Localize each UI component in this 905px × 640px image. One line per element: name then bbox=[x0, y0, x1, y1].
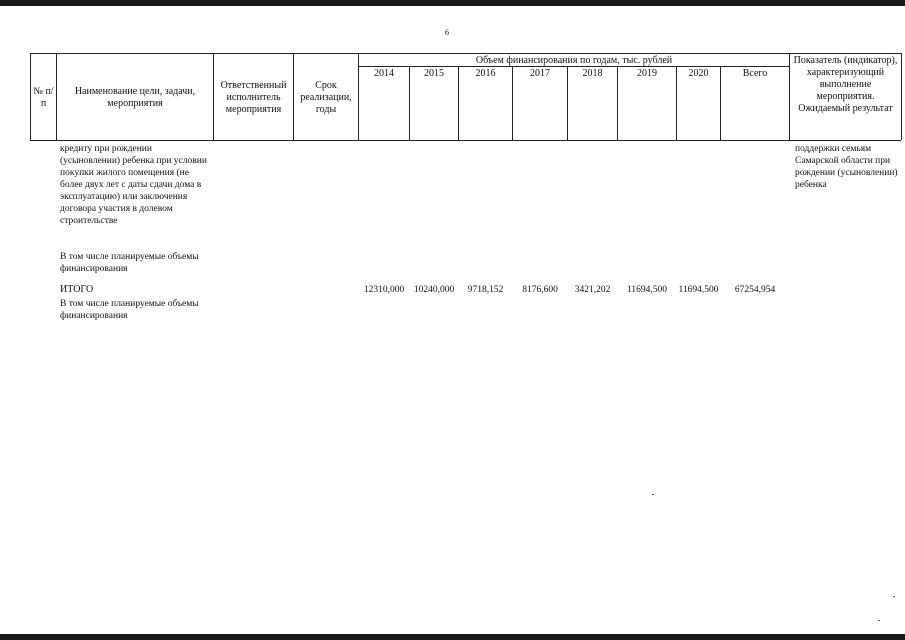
header-top-border bbox=[30, 53, 901, 54]
planned-financing-label: В том числе планируемые объемы финансирования bbox=[60, 252, 199, 274]
header-year: 2015 bbox=[424, 68, 444, 79]
header-bottom-border bbox=[30, 140, 901, 141]
total-value-2019: 11694,500 bbox=[626, 285, 668, 295]
row-continuation-text: кредиту при рождении (усыновлении) ребенка при условии покупки жилого помещения (не более двух лет с даты сдачи дома в эксплуатацию) или заключения договора участия в долевом строительстве bbox=[60, 144, 207, 226]
scan-speck bbox=[878, 620, 880, 621]
scan-speck bbox=[652, 494, 654, 495]
page-number: 6 bbox=[445, 28, 449, 37]
header-year: 2014 bbox=[374, 68, 394, 79]
total-value-2020: 11694,500 bbox=[678, 285, 719, 295]
total-value-2016: 9718,152 bbox=[467, 285, 504, 295]
header-name: Наименование цели, задачи, мероприятия bbox=[74, 86, 196, 109]
total-value-2014: 12310,000 bbox=[363, 285, 405, 295]
total-value-all: 67254,954 bbox=[734, 285, 776, 295]
total-label: ИТОГО bbox=[60, 284, 94, 295]
header-responsible: Ответственный исполнитель мероприятия bbox=[220, 80, 287, 115]
header-financing: Объем финансирования по годам, тыс. рублей bbox=[475, 55, 673, 66]
planned-financing-label: В том числе планируемые объемы финансирования bbox=[60, 299, 199, 321]
total-value-2017: 8176,600 bbox=[522, 285, 558, 295]
header-total: Всего bbox=[742, 68, 768, 79]
page-top-edge bbox=[0, 0, 905, 6]
header-year: 2020 bbox=[688, 68, 709, 79]
header-year: 2019 bbox=[637, 68, 657, 79]
scan-speck bbox=[893, 596, 895, 597]
header-period: Срок реализации, годы bbox=[300, 80, 352, 115]
row-indicator-text: поддержки семьям Самарской области при рождении (усыновлении) ребенка bbox=[795, 144, 898, 190]
page-bottom-edge bbox=[0, 634, 905, 640]
header-year: 2017 bbox=[530, 68, 550, 79]
header-year: 2016 bbox=[475, 68, 496, 79]
col-border bbox=[56, 53, 57, 140]
col-border bbox=[901, 53, 902, 140]
header-indicator: Показатель (индикатор), характеризующий выполнение мероприятия. Ожидаемый результат bbox=[793, 55, 898, 114]
header-year: 2018 bbox=[582, 68, 603, 79]
total-value-2018: 3421,202 bbox=[574, 285, 611, 295]
header-num: № п/п bbox=[33, 86, 54, 109]
total-value-2015: 10240,000 bbox=[413, 285, 455, 295]
